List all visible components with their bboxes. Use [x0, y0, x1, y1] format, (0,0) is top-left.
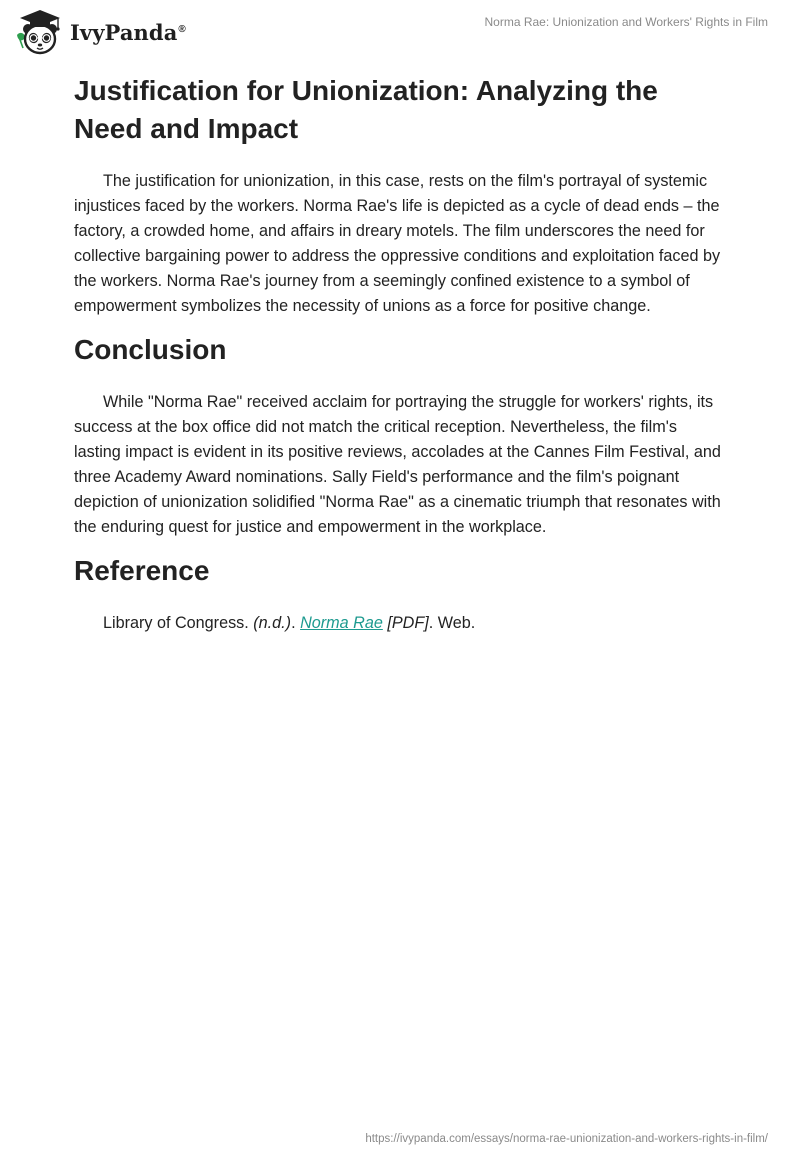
reference-author: Library of Congress.: [103, 614, 249, 632]
document-title: Norma Rae: Unionization and Workers' Rights in Film: [484, 15, 768, 29]
registered-mark: ®: [178, 23, 186, 35]
reference-format: [PDF]: [387, 614, 429, 632]
conclusion-heading: Conclusion: [74, 334, 227, 365]
conclusion-paragraph: While "Norma Rae" received acclaim for portraying the struggle for workers' rights, its success at the box office did not match the critical reception. Nevertheless, the film's lasting impact is evident in its positive reviews, accolades at the Cannes Film Festival, and three Academy Award nominations. Sally Field's performance and the film's poignant depiction of unionization solidified "Norma Rae" as a cinematic triumph that resonates with the enduring quest for justice and empowerment in the workplace.: [74, 393, 721, 536]
logo-wordmark: IvyPanda®: [70, 19, 186, 45]
reference-heading: Reference: [74, 555, 210, 586]
panda-graduate-icon: [14, 8, 64, 56]
ivypanda-logo[interactable]: [14, 8, 186, 56]
justification-heading: Justification for Unionization: Analyzing the Need and Impact: [74, 75, 658, 144]
reference-link[interactable]: Norma Rae: [300, 614, 383, 632]
page-header: [0, 0, 800, 60]
footer-url[interactable]: https://ivypanda.com/essays/norma-rae-unionization-and-workers-rights-in-film/: [365, 1133, 768, 1145]
justification-paragraph: The justification for unionization, in this case, rests on the film's portrayal of systemic injustices faced by the workers. Norma Rae's life is depicted as a cycle of dead ends – the factory, a crowded home, and affairs in dreary motels. The film underscores the need for collective bargaining power to address the oppressive conditions and exploitation faced by the workers. Norma Rae's journey from a seemingly confined existence to a symbol of empowerment symbolizes the necessity of unions as a force for positive change.: [74, 172, 721, 315]
reference-entry: Library of Congress. (n.d.). Norma Rae [PDF]. Web.: [103, 614, 476, 632]
reference-medium: Web.: [437, 614, 476, 632]
reference-date: (n.d.): [253, 614, 292, 632]
essay-content: [74, 72, 724, 636]
